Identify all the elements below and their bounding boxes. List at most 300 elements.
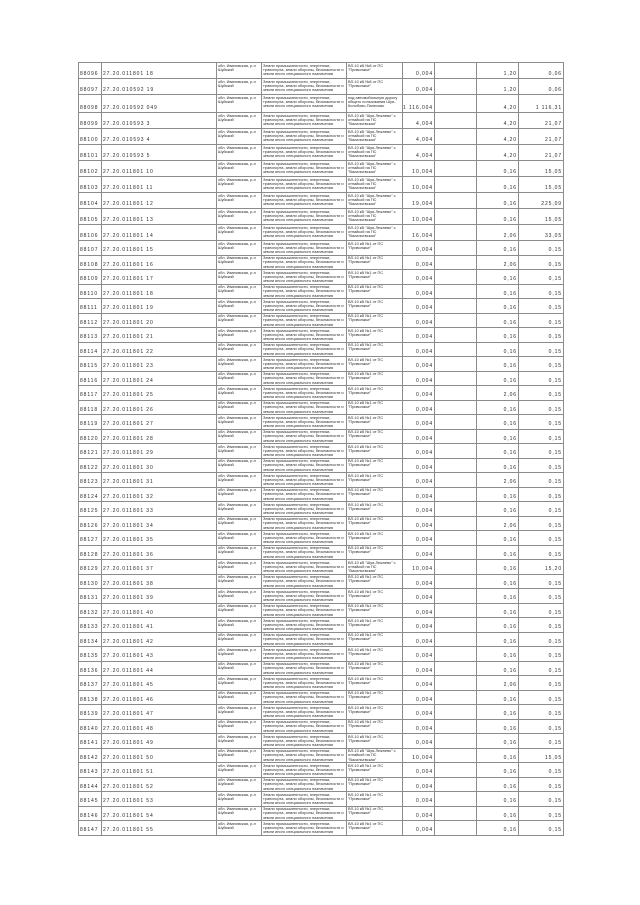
table-row xyxy=(79,256,564,271)
table-row xyxy=(79,209,564,225)
value: 0,16 xyxy=(477,343,519,358)
empty-cell xyxy=(435,63,477,79)
total: 0,15 xyxy=(519,676,564,691)
value: 0,16 xyxy=(477,502,519,517)
address: обл. Ивановская, р-н Шуйский xyxy=(217,225,262,241)
object-description: ВЛ-10 кВ №8 от ПС "Приволжье" xyxy=(347,79,403,95)
address: обл. Ивановская, р-н Шуйский xyxy=(217,691,262,706)
land-category: Земли промышленности, энергетики, транспорта, земли обороны, безопасности и земли иного специального назначения xyxy=(262,285,347,300)
cadastral-code: 27.20.011801 37 xyxy=(102,560,217,575)
value: 2,06 xyxy=(477,386,519,401)
total: 0,15 xyxy=(519,386,564,401)
row-number: 88129 xyxy=(79,560,102,575)
area: 0,004 xyxy=(403,647,435,662)
value: 0,16 xyxy=(477,531,519,546)
area: 0,004 xyxy=(403,575,435,590)
object-description: ВЛ-10 кВ №1 от ПС "Приволжье" xyxy=(347,821,403,836)
address: обл. Ивановская, р-н Шуйский xyxy=(217,145,262,161)
table-row xyxy=(79,79,564,95)
table-row xyxy=(79,531,564,546)
value: 2,06 xyxy=(477,256,519,271)
row-number: 88097 xyxy=(79,79,102,95)
cadastral-code: 27.20.011801 24 xyxy=(102,372,217,387)
land-category: Земли промышленности, энергетики, транспорта, земли обороны, безопасности и земли иного специального назначения xyxy=(262,328,347,343)
address: обл. Ивановская, р-н Шуйский xyxy=(217,161,262,177)
address: обл. Ивановская, р-н Шуйский xyxy=(217,209,262,225)
total: 0,15 xyxy=(519,821,564,836)
land-category: Земли промышленности, энергетики, транспорта, земли обороны, безопасности и земли иного специального назначения xyxy=(262,372,347,387)
address: обл. Ивановская, р-н Шуйский xyxy=(217,415,262,430)
address: обл. Ивановская, р-н Шуйский xyxy=(217,444,262,459)
value: 0,16 xyxy=(477,589,519,604)
row-number: 88112 xyxy=(79,314,102,329)
empty-cell xyxy=(435,193,477,209)
land-category: Земли промышленности, энергетики, транспорта, земли обороны, безопасности и земли иного специального назначения xyxy=(262,357,347,372)
cadastral-code: 27.20.011801 10 xyxy=(102,161,217,177)
object-description: ВЛ-10 кВ №1 от ПС "Приволжье" xyxy=(347,546,403,561)
table-row xyxy=(79,430,564,445)
land-category: Земли промышленности, энергетики, транспорта, земли обороны, безопасности и земли иного специального назначения xyxy=(262,792,347,807)
total: 0,15 xyxy=(519,299,564,314)
value: 0,16 xyxy=(477,241,519,256)
object-description: ВЛ-10 кВ №1 от ПС "Приволжье" xyxy=(347,734,403,749)
object-description: ВЛ-10 кВ №1 от ПС "Приволжье" xyxy=(347,430,403,445)
object-description: ВЛ-10 кВ №1 от ПС "Приволжье" xyxy=(347,473,403,488)
land-category: Земли промышленности, энергетики, транспорта, земли обороны, безопасности и земли иного специального назначения xyxy=(262,705,347,720)
value: 0,16 xyxy=(477,299,519,314)
row-number: 88105 xyxy=(79,209,102,225)
total: 0,15 xyxy=(519,720,564,735)
cadastral-code: 27.20.011801 21 xyxy=(102,328,217,343)
address: обл. Ивановская, р-н Шуйский xyxy=(217,343,262,358)
value: 1,20 xyxy=(477,79,519,95)
object-description: ВЛ-10 кВ №1 от ПС "Приволжье" xyxy=(347,241,403,256)
area: 0,004 xyxy=(403,328,435,343)
table-row xyxy=(79,676,564,691)
cadastral-code: 27.20.011801 15 xyxy=(102,241,217,256)
area: 0,004 xyxy=(403,256,435,271)
value: 0,16 xyxy=(477,177,519,193)
land-category: Земли промышленности, энергетики, транспорта, земли обороны, безопасности и земли иного специального назначения xyxy=(262,633,347,648)
address: обл. Ивановская, р-н Шуйский xyxy=(217,299,262,314)
value: 0,16 xyxy=(477,734,519,749)
empty-cell xyxy=(435,778,477,793)
total: 15,05 xyxy=(519,209,564,225)
total: 0,15 xyxy=(519,430,564,445)
land-category: Земли промышленности, энергетики, транспорта, земли обороны, безопасности и земли иного специального назначения xyxy=(262,763,347,778)
land-category: Земли промышленности, энергетики, транспорта, земли обороны, безопасности и земли иного специального назначения xyxy=(262,531,347,546)
land-category: Земли промышленности, энергетики, транспорта, земли обороны, безопасности и земли иного специального назначения xyxy=(262,778,347,793)
table-row xyxy=(79,604,564,619)
empty-cell xyxy=(435,401,477,416)
object-description: ВЛ-10 кВ №1 от ПС "Приволжье" xyxy=(347,618,403,633)
object-description: ВЛ-10 кВ №1 от ПС "Приволжье" xyxy=(347,778,403,793)
row-number: 88128 xyxy=(79,546,102,561)
total: 21,07 xyxy=(519,129,564,145)
value: 0,16 xyxy=(477,618,519,633)
area: 4,004 xyxy=(403,129,435,145)
table-row xyxy=(79,459,564,474)
table-row xyxy=(79,357,564,372)
object-description: ВЛ-10 кВ "Шуя-Лежнево" с отпайкой на ПС "Васильевская" xyxy=(347,129,403,145)
object-description: ВЛ-10 кВ №1 от ПС "Приволжье" xyxy=(347,256,403,271)
table-row xyxy=(79,193,564,209)
address: обл. Ивановская, р-н Шуйский xyxy=(217,193,262,209)
area: 0,004 xyxy=(403,633,435,648)
cadastral-code: 27.20.011801 55 xyxy=(102,821,217,836)
area: 0,004 xyxy=(403,401,435,416)
object-description: ВЛ-10 кВ №1 от ПС "Приволжье" xyxy=(347,676,403,691)
land-category: Земли промышленности, энергетики, транспорта, земли обороны, безопасности и земли иного специального назначения xyxy=(262,444,347,459)
value: 0,16 xyxy=(477,546,519,561)
table-row xyxy=(79,161,564,177)
total: 0,15 xyxy=(519,633,564,648)
total: 0,06 xyxy=(519,63,564,79)
empty-cell xyxy=(435,720,477,735)
row-number: 88100 xyxy=(79,129,102,145)
land-category: Земли промышленности, энергетики, транспорта, земли обороны, безопасности и земли иного специального назначения xyxy=(262,546,347,561)
land-category: Земли промышленности, энергетики, транспорта, земли обороны, безопасности и земли иного специального назначения xyxy=(262,63,347,79)
value: 0,16 xyxy=(477,285,519,300)
area: 10,004 xyxy=(403,749,435,764)
row-number: 88108 xyxy=(79,256,102,271)
value: 0,16 xyxy=(477,328,519,343)
total: 0,15 xyxy=(519,531,564,546)
value: 0,16 xyxy=(477,720,519,735)
row-number: 88126 xyxy=(79,517,102,532)
cadastral-code: 27.20.011801 44 xyxy=(102,662,217,677)
value: 4,20 xyxy=(477,113,519,129)
value: 0,16 xyxy=(477,459,519,474)
area: 0,004 xyxy=(403,676,435,691)
cadastral-code: 27.20.010592 049 xyxy=(102,95,217,113)
land-category: Земли промышленности, энергетики, транспорта, земли обороны, безопасности и земли иного специального назначения xyxy=(262,314,347,329)
empty-cell xyxy=(435,113,477,129)
empty-cell xyxy=(435,705,477,720)
cadastral-code: 27.20.011801 33 xyxy=(102,502,217,517)
address: обл. Ивановская, р-н Шуйский xyxy=(217,589,262,604)
land-category: Земли промышленности, энергетики, транспорта, земли обороны, безопасности и земли иного специального назначения xyxy=(262,662,347,677)
total: 0,15 xyxy=(519,705,564,720)
empty-cell xyxy=(435,177,477,193)
address: обл. Ивановская, р-н Шуйский xyxy=(217,459,262,474)
total: 225,09 xyxy=(519,193,564,209)
table-row xyxy=(79,270,564,285)
area: 0,004 xyxy=(403,778,435,793)
total: 0,15 xyxy=(519,546,564,561)
address: обл. Ивановская, р-н Шуйский xyxy=(217,314,262,329)
table-row xyxy=(79,386,564,401)
table-row xyxy=(79,314,564,329)
row-number: 88138 xyxy=(79,691,102,706)
table-row xyxy=(79,662,564,677)
table-row xyxy=(79,778,564,793)
cadastral-code: 27.20.011801 41 xyxy=(102,618,217,633)
value: 0,16 xyxy=(477,763,519,778)
total: 0,15 xyxy=(519,357,564,372)
land-category: Земли промышленности, энергетики, транспорта, земли обороны, безопасности и земли иного специального назначения xyxy=(262,256,347,271)
address: обл. Ивановская, р-н Шуйский xyxy=(217,473,262,488)
area: 0,004 xyxy=(403,473,435,488)
object-description: ВЛ-10 кВ №1 от ПС "Приволжье" xyxy=(347,459,403,474)
land-category: Земли промышленности, энергетики, транспорта, земли обороны, безопасности и земли иного специального назначения xyxy=(262,129,347,145)
cadastral-code: 27.20.011801 45 xyxy=(102,676,217,691)
table-row xyxy=(79,763,564,778)
table-row xyxy=(79,401,564,416)
empty-cell xyxy=(435,372,477,387)
cadastral-code: 27.20.011801 34 xyxy=(102,517,217,532)
object-description: ВЛ-10 кВ №1 от ПС "Приволжье" xyxy=(347,807,403,822)
row-number: 88134 xyxy=(79,633,102,648)
land-category: Земли промышленности, энергетики, транспорта, земли обороны, безопасности и земли иного специального назначения xyxy=(262,488,347,503)
object-description: ВЛ-10 кВ №1 от ПС "Приволжье" xyxy=(347,372,403,387)
land-category: Земли промышленности, энергетики, транспорта, земли обороны, безопасности и земли иного специального назначения xyxy=(262,145,347,161)
empty-cell xyxy=(435,386,477,401)
table-row xyxy=(79,792,564,807)
value: 0,16 xyxy=(477,647,519,662)
total: 0,15 xyxy=(519,517,564,532)
row-number: 88135 xyxy=(79,647,102,662)
total: 0,15 xyxy=(519,502,564,517)
empty-cell xyxy=(435,328,477,343)
land-category: Земли промышленности, энергетики, транспорта, земли обороны, безопасности и земли иного специального назначения xyxy=(262,113,347,129)
address: обл. Ивановская, р-н Шуйский xyxy=(217,517,262,532)
area: 0,004 xyxy=(403,502,435,517)
table-row xyxy=(79,807,564,822)
total: 33,05 xyxy=(519,225,564,241)
land-category: Земли промышленности, энергетики, транспорта, земли обороны, безопасности и земли иного специального назначения xyxy=(262,691,347,706)
cadastral-code: 27.20.011801 36 xyxy=(102,546,217,561)
object-description: ВЛ-10 кВ №1 от ПС "Приволжье" xyxy=(347,343,403,358)
object-description: ВЛ-10 кВ "Шуя-Лежнево" с отпайкой на ПС "Васильевская" xyxy=(347,225,403,241)
area: 0,004 xyxy=(403,691,435,706)
empty-cell xyxy=(435,145,477,161)
area: 1 116,004 xyxy=(403,95,435,113)
empty-cell xyxy=(435,749,477,764)
row-number: 88137 xyxy=(79,676,102,691)
row-number: 88144 xyxy=(79,778,102,793)
cadastral-code: 27.20.011801 46 xyxy=(102,691,217,706)
area: 10,004 xyxy=(403,161,435,177)
address: обл. Ивановская, р-н Шуйский xyxy=(217,328,262,343)
empty-cell xyxy=(435,459,477,474)
land-category: Земли промышленности, энергетики, транспорта, земли обороны, безопасности и земли иного специального назначения xyxy=(262,517,347,532)
value: 0,16 xyxy=(477,270,519,285)
value: 0,16 xyxy=(477,209,519,225)
object-description: ВЛ-10 кВ "Шуя-Лежнево" с отпайкой на ПС "Васильевская" xyxy=(347,161,403,177)
table-row xyxy=(79,589,564,604)
address: обл. Ивановская, р-н Шуйский xyxy=(217,129,262,145)
cadastral-code: 27.20.011801 40 xyxy=(102,604,217,619)
value: 0,16 xyxy=(477,749,519,764)
row-number: 88114 xyxy=(79,343,102,358)
cadastral-code: 27.20.011801 47 xyxy=(102,705,217,720)
land-category: Земли промышленности, энергетики, транспорта, земли обороны, безопасности и земли иного специального назначения xyxy=(262,604,347,619)
value: 2,06 xyxy=(477,473,519,488)
row-number: 88136 xyxy=(79,662,102,677)
land-category: Земли промышленности, энергетики, транспорта, земли обороны, безопасности и земли иного специального назначения xyxy=(262,401,347,416)
total: 0,15 xyxy=(519,734,564,749)
total: 0,15 xyxy=(519,372,564,387)
total: 15,05 xyxy=(519,161,564,177)
land-category: Земли промышленности, энергетики, транспорта, земли обороны, безопасности и земли иного специального назначения xyxy=(262,459,347,474)
row-number: 88104 xyxy=(79,193,102,209)
empty-cell xyxy=(435,270,477,285)
address: обл. Ивановская, р-н Шуйский xyxy=(217,270,262,285)
cadastral-code: 27.20.011801 17 xyxy=(102,270,217,285)
row-number: 88101 xyxy=(79,145,102,161)
cadastral-code: 27.20.011801 19 xyxy=(102,299,217,314)
table-row xyxy=(79,821,564,836)
empty-cell xyxy=(435,604,477,619)
row-number: 88099 xyxy=(79,113,102,129)
table-row xyxy=(79,546,564,561)
total: 0,15 xyxy=(519,604,564,619)
area: 0,004 xyxy=(403,386,435,401)
object-description: ВЛ-10 кВ "Шуя-Лежнево" с отпайкой на ПС "Васильевская" xyxy=(347,113,403,129)
empty-cell xyxy=(435,676,477,691)
value: 4,20 xyxy=(477,145,519,161)
value: 1,20 xyxy=(477,63,519,79)
area: 0,004 xyxy=(403,357,435,372)
address: обл. Ивановская, р-н Шуйский xyxy=(217,372,262,387)
cadastral-code: 27.20.011801 25 xyxy=(102,386,217,401)
area: 19,004 xyxy=(403,193,435,209)
cadastral-code: 27.20.011801 22 xyxy=(102,343,217,358)
cadastral-code: 27.20.011801 30 xyxy=(102,459,217,474)
address: обл. Ивановская, р-н Шуйский xyxy=(217,604,262,619)
cadastral-code: 27.20.011801 54 xyxy=(102,807,217,822)
total: 0,15 xyxy=(519,256,564,271)
land-category: Земли промышленности, энергетики, транспорта, земли обороны, безопасности и земли иного специального назначения xyxy=(262,807,347,822)
land-category: Земли промышленности, энергетики, транспорта, земли обороны, безопасности и земли иного специального назначения xyxy=(262,177,347,193)
address: обл. Ивановская, р-н Шуйский xyxy=(217,95,262,113)
value: 0,16 xyxy=(477,792,519,807)
empty-cell xyxy=(435,129,477,145)
total: 0,15 xyxy=(519,691,564,706)
table-row xyxy=(79,720,564,735)
table-row xyxy=(79,502,564,517)
empty-cell xyxy=(435,241,477,256)
address: обл. Ивановская, р-н Шуйский xyxy=(217,821,262,836)
total: 0,15 xyxy=(519,444,564,459)
address: обл. Ивановская, р-н Шуйский xyxy=(217,357,262,372)
object-description: ВЛ-10 кВ №1 от ПС "Приволжье" xyxy=(347,662,403,677)
row-number: 88124 xyxy=(79,488,102,503)
value: 4,20 xyxy=(477,129,519,145)
empty-cell xyxy=(435,314,477,329)
address: обл. Ивановская, р-н Шуйский xyxy=(217,734,262,749)
area: 0,004 xyxy=(403,546,435,561)
land-category: Земли промышленности, энергетики, транспорта, земли обороны, безопасности и земли иного специального назначения xyxy=(262,225,347,241)
object-description: ВЛ-10 кВ №1 от ПС "Приволжье" xyxy=(347,299,403,314)
cadastral-code: 27.20.011801 48 xyxy=(102,720,217,735)
value: 2,06 xyxy=(477,225,519,241)
area: 10,004 xyxy=(403,177,435,193)
address: обл. Ивановская, р-н Шуйский xyxy=(217,575,262,590)
table-row xyxy=(79,633,564,648)
area: 0,004 xyxy=(403,63,435,79)
address: обл. Ивановская, р-н Шуйский xyxy=(217,177,262,193)
value: 0,16 xyxy=(477,807,519,822)
cadastral-code: 27.20.011801 53 xyxy=(102,792,217,807)
address: обл. Ивановская, р-н Шуйский xyxy=(217,531,262,546)
object-description: ВЛ-10 кВ №1 от ПС "Приволжье" xyxy=(347,575,403,590)
row-number: 88132 xyxy=(79,604,102,619)
row-number: 88118 xyxy=(79,401,102,416)
area: 10,004 xyxy=(403,209,435,225)
cadastral-code: 27.20.010593 4 xyxy=(102,129,217,145)
area: 0,004 xyxy=(403,734,435,749)
table-row xyxy=(79,95,564,113)
row-number: 88139 xyxy=(79,705,102,720)
total: 21,07 xyxy=(519,113,564,129)
row-number: 88115 xyxy=(79,357,102,372)
total: 21,07 xyxy=(519,145,564,161)
row-number: 88107 xyxy=(79,241,102,256)
address: обл. Ивановская, р-н Шуйский xyxy=(217,662,262,677)
empty-cell xyxy=(435,821,477,836)
empty-cell xyxy=(435,79,477,95)
total: 0,15 xyxy=(519,328,564,343)
land-plots-table xyxy=(78,62,564,836)
area: 16,004 xyxy=(403,225,435,241)
empty-cell xyxy=(435,225,477,241)
address: обл. Ивановская, р-н Шуйский xyxy=(217,807,262,822)
value: 0,16 xyxy=(477,372,519,387)
area: 0,004 xyxy=(403,415,435,430)
address: обл. Ивановская, р-н Шуйский xyxy=(217,647,262,662)
area: 0,004 xyxy=(403,430,435,445)
empty-cell xyxy=(435,517,477,532)
object-description: ВЛ-10 кВ №1 от ПС "Приволжье" xyxy=(347,328,403,343)
area: 0,004 xyxy=(403,79,435,95)
land-category: Земли промышленности, энергетики, транспорта, земли обороны, безопасности и земли иного специального назначения xyxy=(262,502,347,517)
total: 0,15 xyxy=(519,792,564,807)
address: обл. Ивановская, р-н Шуйский xyxy=(217,285,262,300)
land-category: Земли промышленности, энергетики, транспорта, земли обороны, безопасности и земли иного специального назначения xyxy=(262,618,347,633)
empty-cell xyxy=(435,357,477,372)
land-category: Земли промышленности, энергетики, транспорта, земли обороны, безопасности и земли иного специального назначения xyxy=(262,95,347,113)
empty-cell xyxy=(435,633,477,648)
object-description: ВЛ-10 кВ №1 от ПС "Приволжье" xyxy=(347,502,403,517)
object-description: ВЛ-10 кВ №1 от ПС "Приволжье" xyxy=(347,763,403,778)
value: 0,16 xyxy=(477,705,519,720)
area: 0,004 xyxy=(403,488,435,503)
table-row xyxy=(79,113,564,129)
total: 0,15 xyxy=(519,459,564,474)
table-row xyxy=(79,749,564,764)
empty-cell xyxy=(435,589,477,604)
empty-cell xyxy=(435,473,477,488)
area: 0,004 xyxy=(403,459,435,474)
empty-cell xyxy=(435,161,477,177)
cadastral-code: 27.20.011801 27 xyxy=(102,415,217,430)
empty-cell xyxy=(435,531,477,546)
table-row xyxy=(79,734,564,749)
cadastral-code: 27.20.011801 18 xyxy=(102,63,217,79)
object-description: ВЛ-10 кВ "Шуя-Лежнево" с отпайкой на ПС "Васильевская" xyxy=(347,177,403,193)
table-row xyxy=(79,343,564,358)
cadastral-code: 27.20.011801 16 xyxy=(102,256,217,271)
address: обл. Ивановская, р-н Шуйский xyxy=(217,401,262,416)
land-category: Земли промышленности, энергетики, транспорта, земли обороны, безопасности и земли иного специального назначения xyxy=(262,473,347,488)
address: обл. Ивановская, р-н Шуйский xyxy=(217,63,262,79)
land-category: Земли промышленности, энергетики, транспорта, земли обороны, безопасности и земли иного специального назначения xyxy=(262,193,347,209)
total: 0,15 xyxy=(519,662,564,677)
table-row xyxy=(79,691,564,706)
cadastral-code: 27.20.011801 26 xyxy=(102,401,217,416)
